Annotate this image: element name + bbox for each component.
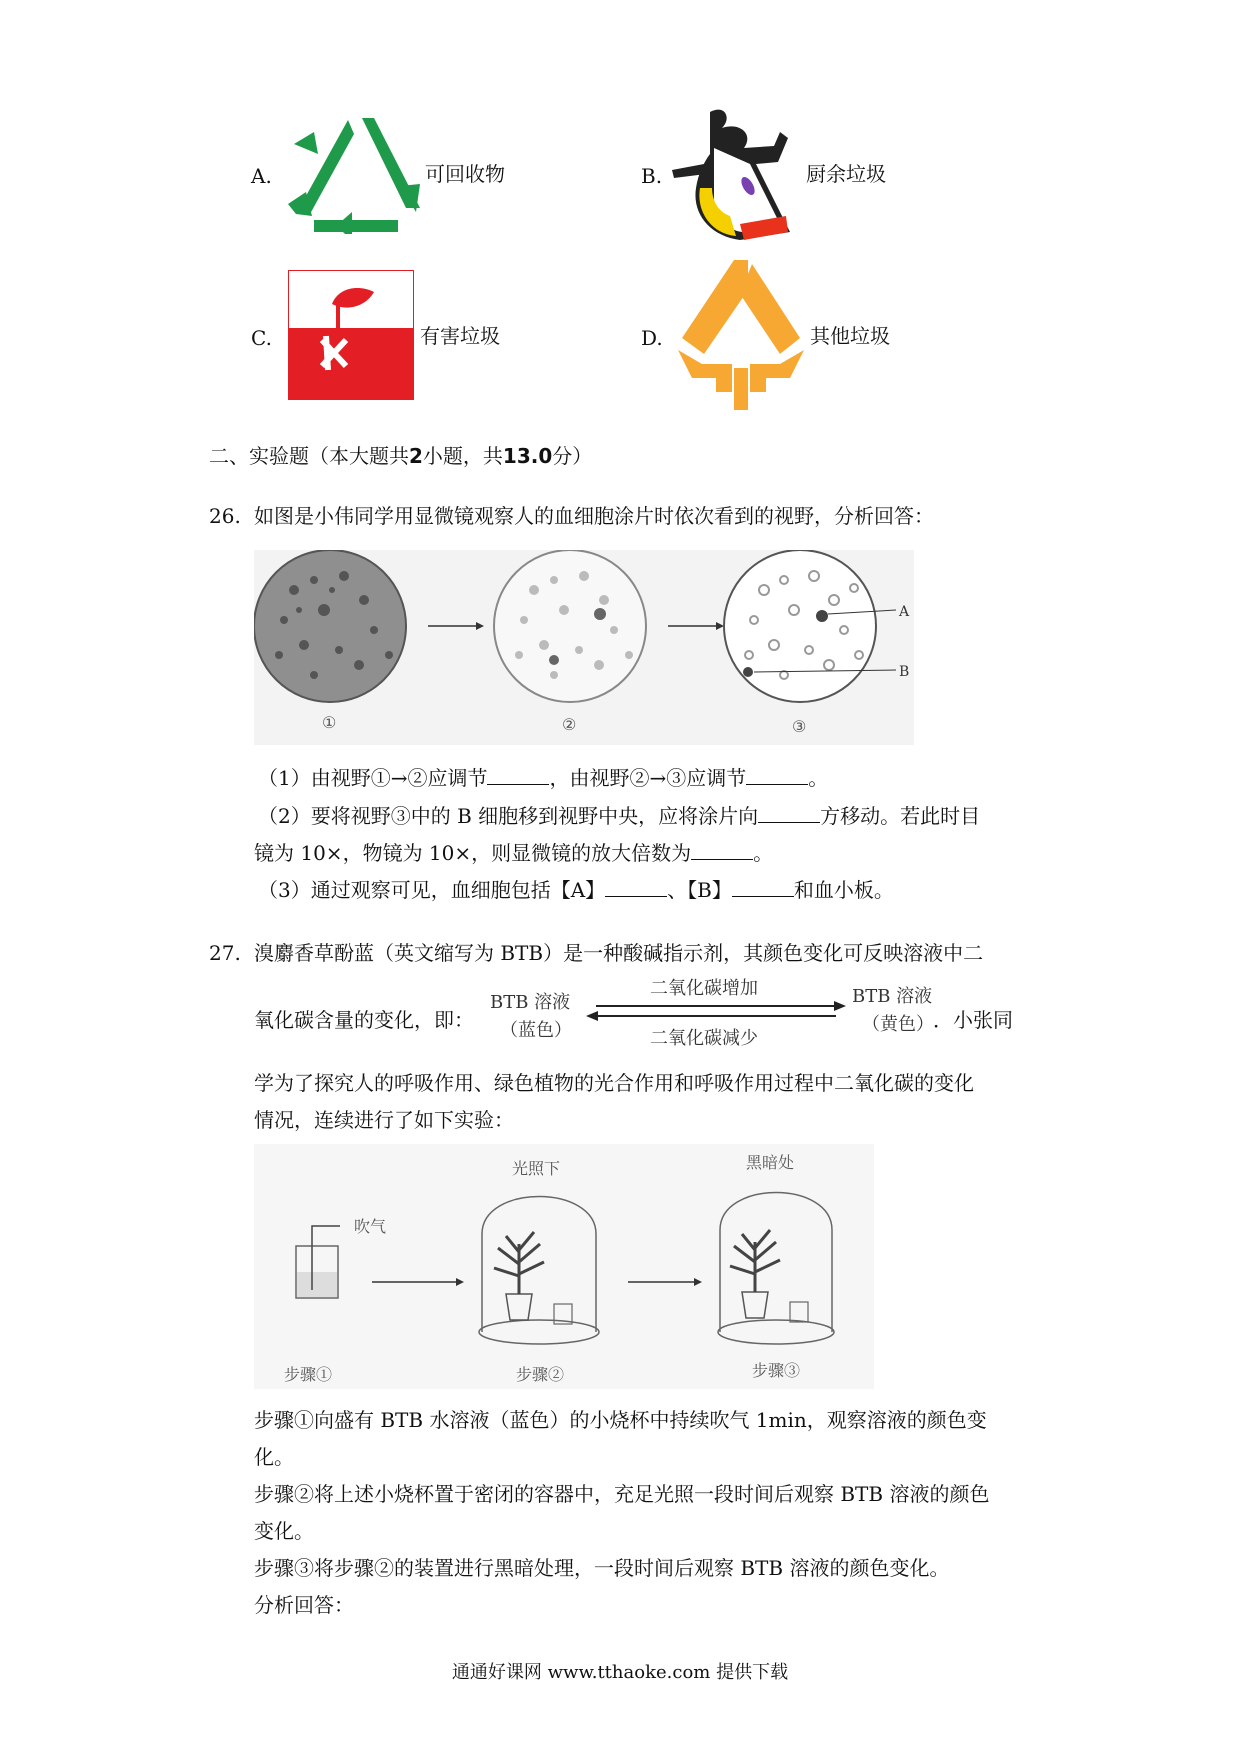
figure-label-view3: ③ (792, 717, 807, 736)
answer-blank[interactable] (605, 876, 667, 897)
microscope-views-figure (254, 550, 914, 745)
q27-step2-cont: 变化。 (254, 1519, 314, 1543)
option-d-label: 其他垃圾 (810, 324, 890, 348)
option-c-label: 有害垃圾 (420, 324, 500, 348)
answer-blank[interactable] (691, 839, 753, 860)
recycle-icon (288, 112, 428, 234)
figure-label-b: B (899, 664, 910, 680)
q27-analyze: 分析回答： (254, 1593, 354, 1617)
figure-label-view1: ① (322, 713, 337, 732)
q27-line3: 学为了探究人的呼吸作用、绿色植物的光合作用和呼吸作用过程中二氧化碳的变化 (254, 1071, 974, 1095)
experiment-figure (254, 1144, 874, 1389)
equation-right-bottom: （黄色） (862, 1014, 934, 1035)
q27-number: 27. (209, 941, 241, 965)
q27-line4: 情况，连续进行了如下实验： (254, 1108, 514, 1132)
q27-line1: 溴麝香草酚蓝（英文缩写为 BTB）是一种酸碱指示剂，其颜色变化可反映溶液中二 (254, 941, 984, 965)
q27-line2-start: 氧化碳含量的变化，即： (254, 1008, 474, 1032)
hazardous-waste-icon (288, 270, 414, 400)
q26-number: 26. (209, 504, 241, 528)
figure-label-dark: 黑暗处 (746, 1153, 795, 1172)
equation-right-top: BTB 溶液 (852, 986, 933, 1007)
figure-label-light: 光照下 (512, 1159, 561, 1178)
option-d-letter: D. (641, 326, 663, 350)
figure-label-step1: 步骤① (284, 1365, 333, 1384)
q26-part2: （2）要将视野③中的 B 细胞移到视野中央，应将涂片向 方移动。若此时目 (258, 804, 981, 828)
answer-blank[interactable] (746, 764, 808, 785)
other-waste-icon (676, 260, 806, 410)
answer-blank[interactable] (758, 802, 820, 823)
q26-part2-cont: 镜为 10×，物镜为 10×，则显微镜的放大倍数为 。 (254, 841, 774, 865)
q26-stem: 如图是小伟同学用显微镜观察人的血细胞涂片时依次看到的视野，分析回答： (254, 504, 934, 528)
q26-part1: （1）由视野①→②应调节 ，由视野②→③应调节 。 (258, 766, 829, 790)
figure-label-a: A (899, 604, 910, 620)
q27-step1: 步骤①向盛有 BTB 水溶液（蓝色）的小烧杯中持续吹气 1min，观察溶液的颜色变 (254, 1408, 987, 1432)
figure-label-view2: ② (562, 715, 577, 734)
q27-step2: 步骤②将上述小烧杯置于密闭的容器中，充足光照一段时间后观察 BTB 溶液的颜色 (254, 1482, 990, 1506)
option-b-label: 厨余垃圾 (806, 162, 886, 186)
equation-arrow-top: 二氧化碳增加 (650, 978, 758, 999)
btb-equation (486, 972, 946, 1054)
figure-label-step3: 步骤③ (752, 1361, 801, 1380)
answer-blank[interactable] (487, 764, 549, 785)
equation-arrow-bottom: 二氧化碳减少 (650, 1028, 758, 1049)
option-b-letter: B. (641, 164, 663, 188)
q27-step1-cont: 化。 (254, 1445, 294, 1469)
section-title: 二、实验题（本大题共2小题，共13.0分） (209, 444, 593, 468)
option-a-label: 可回收物 (425, 162, 505, 186)
footer: 通通好课网 www.tthaoke.com 提供下载 (451, 1662, 789, 1683)
equation-left-bottom: （蓝色） (500, 1020, 572, 1041)
q26-part3: （3）通过观察可见，血细胞包括【A】 、【B】 和血小板。 (258, 878, 894, 902)
q27-line2-end: ．小张同 (933, 1008, 1013, 1032)
option-a-letter: A. (251, 164, 272, 188)
q27-step3: 步骤③将步骤②的装置进行黑暗处理，一段时间后观察 BTB 溶液的颜色变化。 (254, 1556, 950, 1580)
option-c-letter: C. (251, 326, 272, 350)
equation-left-top: BTB 溶液 (490, 992, 571, 1013)
answer-blank[interactable] (732, 876, 794, 897)
figure-label-blow: 吹气 (354, 1217, 387, 1236)
kitchen-waste-icon (670, 104, 810, 244)
figure-label-step2: 步骤② (516, 1365, 565, 1384)
